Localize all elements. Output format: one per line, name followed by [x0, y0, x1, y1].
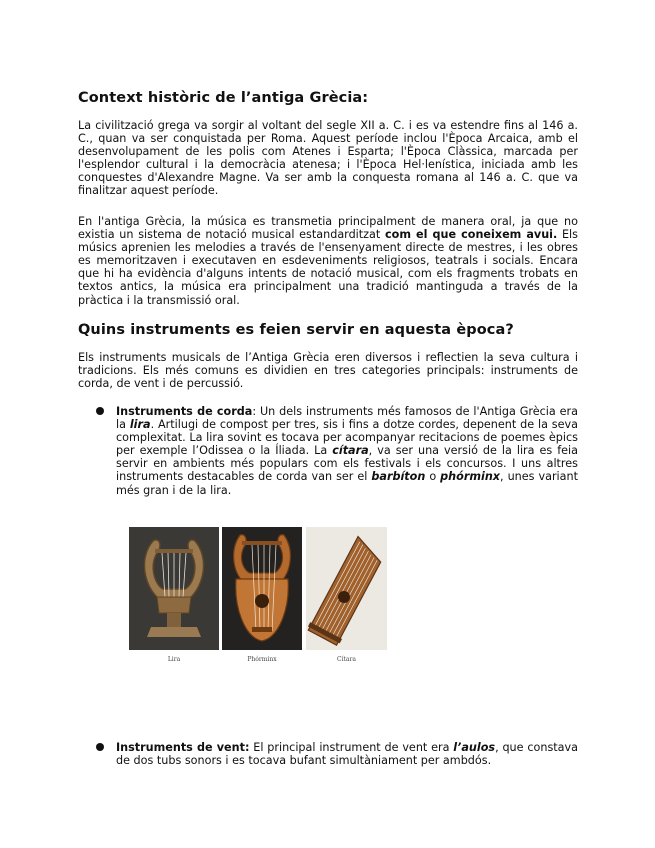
term-citara: cítara — [332, 444, 369, 458]
item-title: Instruments de corda — [116, 405, 253, 418]
text-run: El principal instrument de vent era — [249, 741, 454, 754]
bold-text: com el que coneixem avui. — [385, 228, 558, 242]
text-run: o — [425, 470, 441, 484]
caption-lira: Lira — [167, 656, 181, 663]
text-run: , va ser una versió de la lira es feia servir en ambients més populars com els festivals i els concursos. I uns altres instruments destacables de corda van ser el — [116, 444, 578, 484]
bullet-icon — [96, 741, 107, 752]
text-run: : Un dels instruments més famosos de l'Antiga Grècia era la — [116, 405, 578, 432]
term-aulos: l’aulos — [453, 741, 496, 754]
section-heading-historic-context: Context històric de l’antiga Grècia: — [78, 90, 369, 106]
text-run: , unes variant més gran i de la lira. — [116, 470, 578, 497]
item-title: Instruments de vent: — [116, 741, 250, 754]
text-run: . Artilugi de compost per tres, sis i fins a dotze cordes, depenent de la seva complexitat. La lira sovint es tocava per acompanyar recitacions de poemes èpics per exemple l’Odissea o la Íliada. La — [116, 418, 578, 458]
term-lira: lira — [129, 418, 151, 432]
caption-citara: Cítara — [337, 656, 356, 663]
list-item-wind-instruments — [116, 741, 578, 767]
paragraph-instruments-intro: Els instruments musicals de l’Antiga Grècia eren diversos i reflectien la seva cultura i tradicions. Els més comuns es dividien en tres categories principals: instruments de corda, de vent i de percussió. — [78, 351, 578, 391]
paragraph-historic-context: La civilització grega va sorgir al voltant del segle XII a. C. i es va estendre fins al 146 a. C., quan va ser conquistada per Roma. Aquest període inclou l'Època Arcaica, amb el desenvolupament de les polis com Atenes i Esparta; l'Època Clàssica, marcada per l'esplendor cultural i la democràcia atenesa; i l'Època Hel·lenística, iniciada amb les conquestes d'Alexandre Magne. Va ser amb la conquesta romana al 146 a. C. que va finalitzar aquest període. — [78, 119, 578, 198]
citara-image — [306, 527, 387, 650]
instruments-figure — [129, 527, 387, 667]
text-run: Els músics aprenien les melodies a través de l'ensenyament directe de mestres, i les obres es memoritzaven i executaven en esdeveniments religiosos, teatrals i socials. Encara que hi ha evidència d'alguns intents de notació musical, com els fragments trobats en textos antics, la música era principalment una tradició mantinguda a través de la pràctica i la transmissió oral. — [78, 228, 578, 307]
lira-image — [129, 527, 219, 650]
term-phorminx: phórminx — [440, 470, 501, 484]
list-item-string-instruments — [116, 405, 578, 497]
phorminx-image — [222, 527, 302, 650]
term-barbiton: barbíton — [371, 470, 426, 484]
text-run: En l'antiga Grècia, la música es transmetia principalment de manera oral, ja que no existia un sistema de notació musical estandarditzat — [78, 215, 578, 242]
paragraph-music-transmission — [78, 215, 578, 307]
bullet-icon — [96, 405, 107, 416]
caption-phorminx: Phórminx — [247, 656, 277, 663]
section-heading-instruments: Quins instruments es feien servir en aquesta època? — [78, 322, 514, 338]
text-run: , que constava de dos tubs sonors i es tocava bufant simultàniament per ambdós. — [116, 741, 578, 768]
